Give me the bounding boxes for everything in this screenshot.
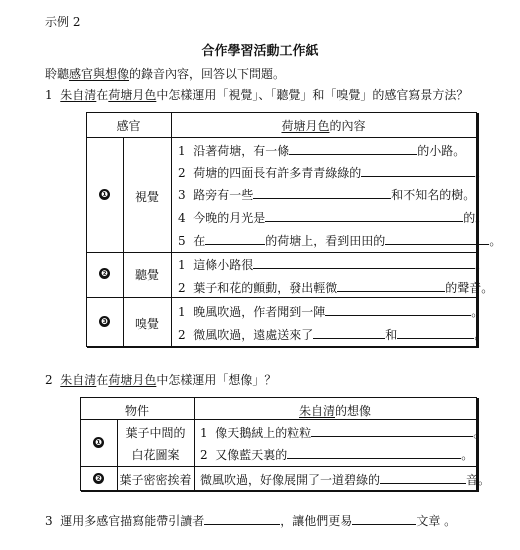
answer-blank[interactable]: [253, 257, 475, 269]
instruction: 聆聽感官與想像的錄音內容，回答以下問題。: [45, 67, 286, 81]
object-line: 葉子密密挨着: [119, 473, 192, 487]
header-imagination: 朱自清的想像: [298, 404, 372, 418]
visual-item-2: 2 荷塘的四面長有許多青青綠綠的 。: [178, 166, 488, 180]
visual-item-1: 1 沿著荷塘，有一條 的小路。: [178, 144, 466, 158]
header-content: 荷塘月色的內容: [281, 119, 366, 133]
example-label: 示例 2: [45, 15, 81, 29]
header-object: 物件: [124, 404, 149, 418]
marker-2: ❷: [93, 473, 104, 484]
answer-blank[interactable]: [337, 280, 445, 292]
answer-blank[interactable]: [380, 472, 466, 484]
sense-smell: 嗅覺: [134, 317, 159, 331]
header-sense: 感官: [116, 119, 141, 133]
sense-hearing: 聽覺: [134, 268, 159, 282]
answer-blank[interactable]: [361, 165, 475, 177]
question-2: 2 朱自清在荷塘月色中怎樣運用「想像」？: [45, 373, 277, 387]
answer-blank[interactable]: [287, 447, 461, 459]
answer-blank[interactable]: [205, 233, 265, 245]
imagination-item-2: 2 又像藍天裏的 。: [200, 448, 474, 462]
object-line: 白花圖案: [131, 448, 180, 462]
answer-blank[interactable]: [289, 143, 417, 155]
smell-item-2: 2 微風吹過，遠處送來了 和 。: [178, 328, 487, 342]
worksheet-title: 合作學習活動工作紙: [201, 44, 319, 59]
marker-2: ❷: [99, 268, 110, 279]
imagination-item-3: 微風吹過，好像展開了一道碧綠的 音。: [200, 473, 491, 487]
question-3: 3 運用多感官描寫能帶引讀者 ，讓他們更易 文章 。: [45, 514, 457, 528]
visual-item-5: 5 在 的荷塘上，看到田田的 。: [178, 234, 502, 248]
answer-blank[interactable]: [204, 513, 280, 525]
imagination-item-1: 1 像天鵝絨上的粒粒 。: [200, 426, 486, 440]
question-1: 1 朱自清在荷塘月色中怎樣運用「視覺」、「聽覺」和「嗅覺」的感官寫景方法？: [45, 88, 469, 102]
smell-item-1: 1 晚風吹過，作者聞到一陣 。: [178, 305, 484, 319]
answer-blank[interactable]: [397, 327, 474, 339]
marker-1: ❶: [93, 437, 104, 448]
answer-blank[interactable]: [265, 210, 463, 222]
hearing-item-2: 2 葉子和花的顫動，發出輕微 的聲音。: [178, 281, 494, 295]
object-line: 葉子中間的: [125, 426, 186, 440]
visual-item-4: 4 今晚的月光是 的。: [178, 211, 488, 225]
answer-blank[interactable]: [385, 233, 489, 245]
answer-blank[interactable]: [311, 425, 473, 437]
marker-3: ❸: [99, 316, 110, 327]
answer-blank[interactable]: [313, 327, 385, 339]
answer-blank[interactable]: [253, 187, 391, 199]
marker-1: ❶: [99, 189, 110, 200]
hearing-item-1: 1 這條小路很 。: [178, 258, 488, 272]
visual-item-3: 3 路旁有一些 和不知名的樹。: [178, 188, 476, 202]
answer-blank[interactable]: [325, 304, 471, 316]
answer-blank[interactable]: [352, 513, 416, 525]
sense-visual: 視覺: [134, 190, 159, 204]
